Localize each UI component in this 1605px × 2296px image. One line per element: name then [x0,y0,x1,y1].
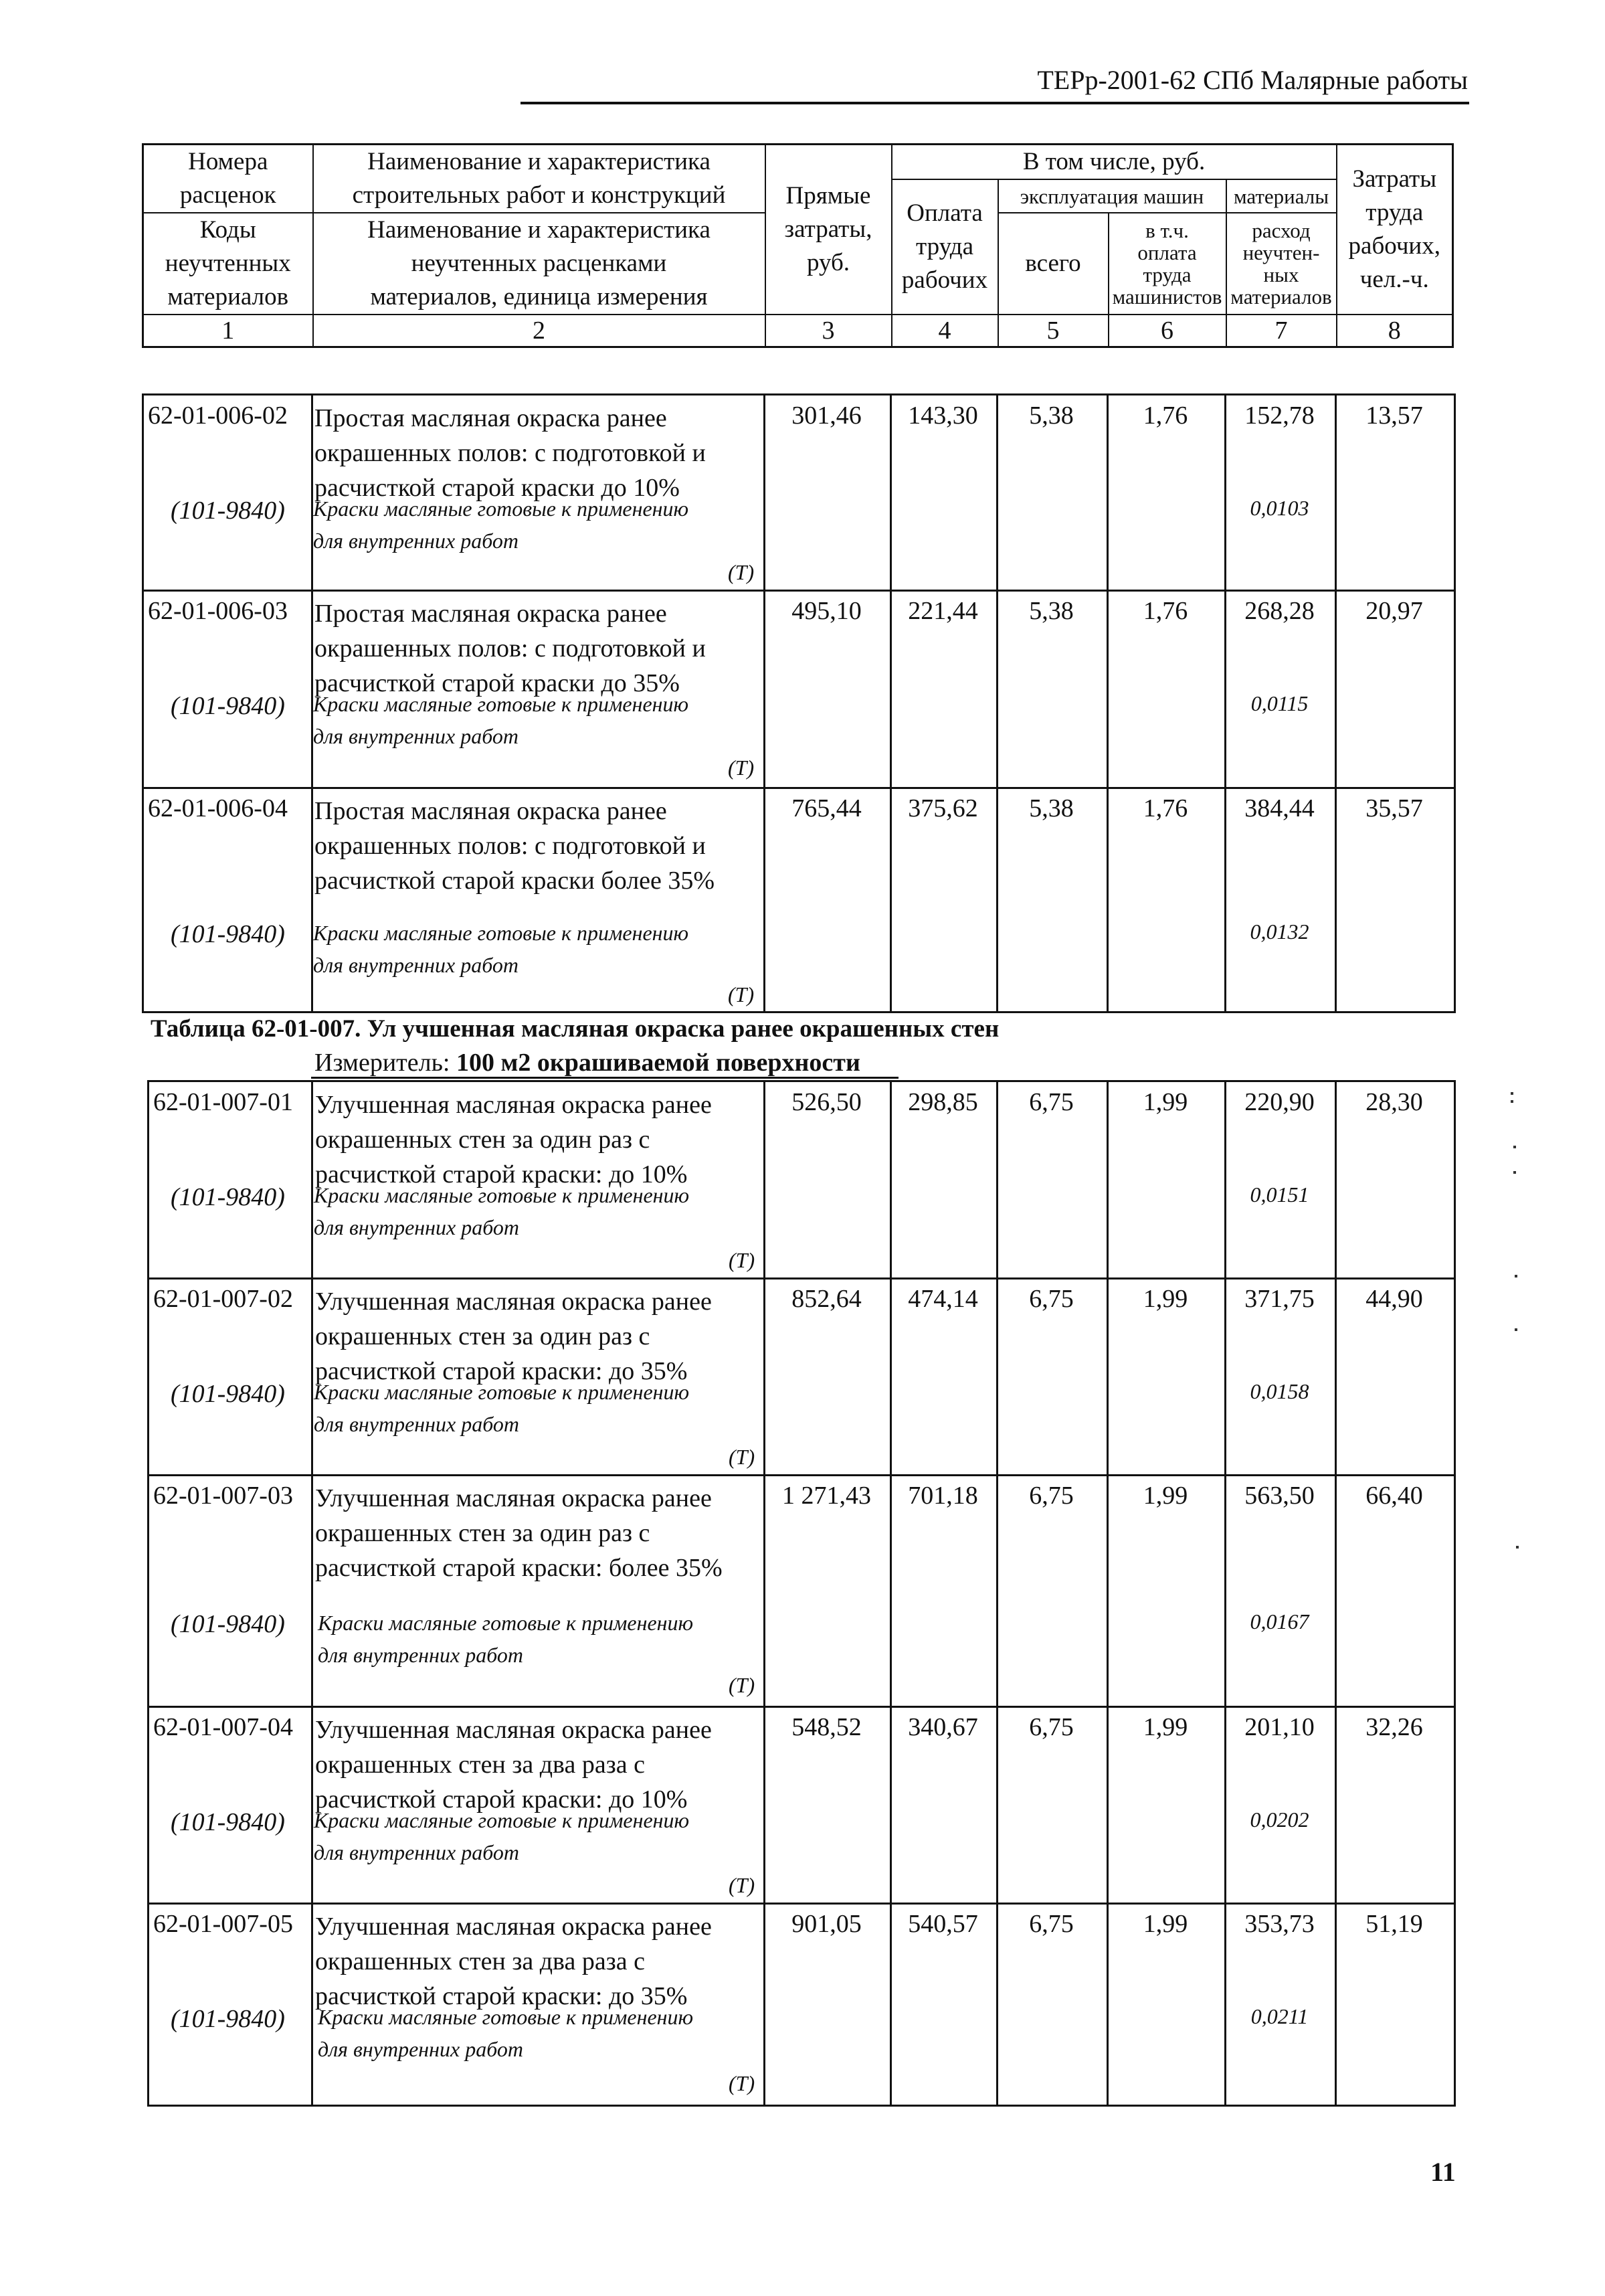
materials-value: 371,75 [1244,1285,1315,1313]
material-unit-mark: (Т) [728,982,755,1006]
material-code: (101-9840) [171,1808,285,1836]
rate-row [149,1707,1454,1903]
material-code: (101-9840) [171,497,285,525]
material-name: Краски масляные готовые к применению для внутренних работ [313,921,689,977]
direct-costs-value: 526,50 [791,1088,862,1116]
labor-pay-value: 221,44 [908,597,978,625]
rate-code: 62-01-007-01 [153,1088,293,1116]
column-number: 5 [998,315,1109,347]
machinist-pay-value: 1,76 [1143,794,1188,822]
rate-code: 62-01-006-04 [148,794,288,822]
rate-code: 62-01-007-02 [153,1285,293,1313]
measure-underline [311,1077,899,1079]
measure-value: 100 м2 окрашиваемой поверхности [456,1049,860,1077]
direct-costs-value: 548,52 [791,1713,862,1741]
direct-costs-value: 301,46 [791,402,862,430]
header-direct-costs: Прямые затраты, руб. [765,145,892,315]
rate-row [149,1476,1454,1706]
header-rate-number: Номера расценок [143,145,313,213]
header-labor-pay: Оплата труда рабочих [892,179,998,315]
machinist-pay-value: 1,99 [1143,1910,1188,1938]
column-number: 2 [313,315,765,347]
rate-code: 62-01-006-02 [148,402,288,430]
page-number: 11 [1430,2157,1456,2187]
material-unit-mark: (Т) [729,2071,755,2095]
rate-title: Улучшенная масляная окраска ранее окрашенных стен за один раз с расчисткой старой краски: до 10% [315,1091,712,1188]
machinist-pay-value: 1,76 [1143,597,1188,625]
machinist-pay-value: 1,99 [1143,1482,1188,1510]
measure-unit [314,1048,860,1077]
material-quantity: 0,0115 [1250,691,1309,715]
column-number: 1 [143,315,313,347]
labor-hours-value: 35,57 [1365,794,1423,822]
column-number: 3 [765,315,892,347]
header-labor-hours: Затраты труда рабочих, чел.-ч. [1337,145,1453,315]
labor-hours-value: 44,90 [1365,1285,1423,1313]
material-quantity: 0,0211 [1250,2004,1309,2028]
material-code: (101-9840) [171,2005,285,2033]
material-quantity: 0,0167 [1250,1609,1309,1633]
labor-hours-value: 28,30 [1365,1088,1423,1116]
header-work-name: Наименование и характеристика строительных работ и конструкций [313,145,765,213]
material-quantity: 0,0158 [1250,1379,1309,1403]
material-name: Краски масляные готовые к применению для внутренних работ [313,497,689,553]
machines-total-value: 6,75 [1029,1482,1074,1510]
header-rule [521,102,1469,104]
header-materials-group: материалы [1226,179,1337,213]
rate-code: 62-01-006-03 [148,597,288,625]
scan-speck [1513,1171,1516,1174]
labor-hours-value: 20,97 [1365,597,1423,625]
materials-value: 152,78 [1244,402,1315,430]
header-machines-group: эксплуатация машин [998,179,1226,213]
rate-code: 62-01-007-04 [153,1713,293,1741]
scan-speck [1513,1146,1516,1148]
rate-title: Улучшенная масляная окраска ранее окрашенных стен за один раз с расчисткой старой краски: до 35% [315,1288,712,1385]
material-code: (101-9840) [171,1610,285,1638]
direct-costs-value: 852,64 [791,1285,862,1313]
scan-speck [1511,1092,1513,1095]
labor-pay-value: 701,18 [908,1482,978,1510]
rate-title: Простая масляная окраска ранее окрашенных полов: с подготовкой и расчисткой старой краски до 35% [314,600,706,697]
machinist-pay-value: 1,76 [1143,402,1188,430]
machines-total-value: 5,38 [1029,402,1074,430]
labor-hours-value: 66,40 [1365,1482,1423,1510]
direct-costs-value: 495,10 [791,597,862,625]
machinist-pay-value: 1,99 [1143,1088,1188,1116]
materials-value: 268,28 [1244,597,1315,625]
column-number: 4 [892,315,998,347]
material-name: Краски масляные готовые к применению для внутренних работ [314,1183,690,1239]
machines-total-value: 5,38 [1029,794,1074,822]
table-caption: Таблица 62-01-007. Ул учшенная масляная окраска ранее окрашенных стен [151,1015,1000,1043]
labor-hours-value: 51,19 [1365,1910,1423,1938]
rate-code: 62-01-007-05 [153,1910,293,1938]
machinist-pay-value: 1,99 [1143,1713,1188,1741]
labor-pay-value: 540,57 [908,1910,978,1938]
header-material-codes: Коды неучтенных материалов [143,213,313,315]
column-number: 6 [1109,315,1226,347]
header-material-consumption: расход неучтен- ных материалов [1226,213,1337,315]
material-name: Краски масляные готовые к применению для внутренних работ [318,2005,694,2061]
header-machines-total: всего [998,213,1109,315]
rate-row [144,788,1454,1011]
scan-speck [1511,1100,1513,1103]
rate-code: 62-01-007-03 [153,1482,293,1510]
scan-speck [1515,1275,1517,1277]
materials-value: 563,50 [1244,1482,1315,1510]
material-unit-mark: (Т) [729,1873,755,1897]
machines-total-value: 6,75 [1029,1088,1074,1116]
material-unit-mark: (Т) [729,1445,755,1469]
materials-value: 220,90 [1244,1088,1315,1116]
rate-row [149,1904,1454,2105]
column-number: 8 [1337,315,1453,347]
direct-costs-value: 1 271,43 [782,1482,871,1510]
material-name: Краски масляные готовые к применению для внутренних работ [313,692,689,748]
labor-pay-value: 298,85 [908,1088,978,1116]
material-unit-mark: (Т) [729,1673,755,1697]
machines-total-value: 6,75 [1029,1910,1074,1938]
header-material-names: Наименование и характеристика неучтенных расценками материалов, единица измерения [313,213,765,315]
machines-total-value: 5,38 [1029,597,1074,625]
material-quantity: 0,0103 [1250,496,1309,520]
material-code: (101-9840) [171,692,285,720]
material-code: (101-9840) [171,1380,285,1408]
column-header-table [142,143,1454,348]
rate-row [144,395,1454,590]
labor-hours-value: 32,26 [1365,1713,1423,1741]
machines-total-value: 6,75 [1029,1285,1074,1313]
scan-speck [1515,1328,1517,1331]
rate-title: Простая масляная окраска ранее окрашенных полов: с подготовкой и расчисткой старой краски до 10% [314,404,706,502]
measure-label: Измеритель: [314,1049,456,1077]
rates-table-062-007 [147,1080,1456,2107]
machinist-pay-value: 1,99 [1143,1285,1188,1313]
labor-hours-value: 13,57 [1365,402,1423,430]
rates-table-062-006 [142,393,1456,1013]
material-quantity: 0,0151 [1250,1182,1309,1207]
rate-row [144,591,1454,786]
scan-speck [1516,1546,1519,1549]
material-unit-mark: (Т) [729,1248,755,1272]
header-machinist-pay: в т.ч. оплата труда машинистов [1109,213,1226,315]
rate-title: Улучшенная масляная окраска ранее окрашенных стен за один раз с расчисткой старой краски: более 35% [315,1484,723,1582]
rate-title: Улучшенная масляная окраска ранее окрашенных стен за два раза с расчисткой старой краски: до 35% [315,1913,712,2010]
column-number: 7 [1226,315,1337,347]
material-unit-mark: (Т) [728,756,755,780]
material-code: (101-9840) [171,920,285,948]
rate-title: Улучшенная масляная окраска ранее окрашенных стен за два раза с расчисткой старой краски: до 10% [315,1716,712,1814]
material-name: Краски масляные готовые к применению для внутренних работ [314,1808,690,1864]
material-code: (101-9840) [171,1183,285,1211]
labor-pay-value: 375,62 [908,794,978,822]
rate-row [149,1279,1454,1474]
document-title: ТЕРр-2001-62 СПб Малярные работы [1037,65,1468,95]
header-including-group: В том числе, руб. [892,145,1337,180]
material-quantity: 0,0202 [1250,1807,1309,1832]
labor-pay-value: 340,67 [908,1713,978,1741]
rate-row [149,1082,1454,1277]
material-quantity: 0,0132 [1250,919,1309,944]
material-name: Краски масляные готовые к применению для внутренних работ [318,1611,694,1667]
machines-total-value: 6,75 [1029,1713,1074,1741]
material-unit-mark: (Т) [728,560,755,584]
direct-costs-value: 765,44 [791,794,862,822]
materials-value: 353,73 [1244,1910,1315,1938]
direct-costs-value: 901,05 [791,1910,862,1938]
labor-pay-value: 474,14 [908,1285,978,1313]
material-name: Краски масляные готовые к применению для внутренних работ [314,1380,690,1436]
materials-value: 384,44 [1244,794,1315,822]
rate-title: Простая масляная окраска ранее окрашенных полов: с подготовкой и расчисткой старой краски более 35% [314,797,715,895]
labor-pay-value: 143,30 [908,402,978,430]
materials-value: 201,10 [1244,1713,1315,1741]
